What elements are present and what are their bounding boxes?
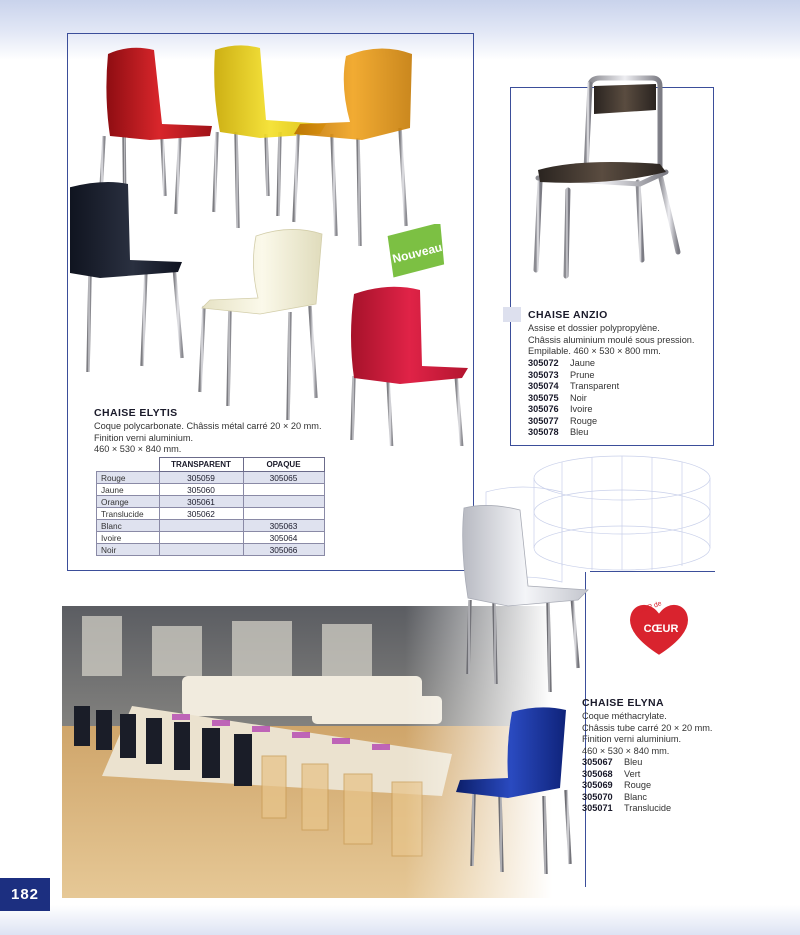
- elyna-reference-list: [582, 757, 671, 815]
- table-cell-code: 305062: [159, 508, 243, 520]
- list-item: [582, 792, 671, 804]
- description-line: 460 × 530 × 840 mm.: [94, 444, 182, 454]
- table-row: [97, 532, 325, 544]
- ref-color: Translucide: [624, 803, 672, 813]
- elyna-chairs-photo: [448, 498, 598, 878]
- elytis-reference-table: [96, 457, 325, 556]
- ref-color: Bleu: [624, 757, 643, 767]
- ref-color: Ivoire: [570, 404, 593, 414]
- table-header-opaque: OPAQUE: [243, 458, 324, 472]
- list-item: [528, 370, 619, 382]
- table-cell-color: Jaune: [97, 484, 160, 496]
- ref-code: 305067: [582, 757, 613, 767]
- table-cell-code: 305063: [243, 520, 324, 532]
- ref-color: Bleu: [570, 427, 589, 437]
- coup-de-coeur-small: COUP de: [632, 600, 663, 617]
- table-cell-color: Blanc: [97, 520, 160, 532]
- list-item: [528, 358, 619, 370]
- ref-color: Vert: [624, 768, 641, 779]
- table-cell-color: Translucide: [97, 508, 160, 520]
- ref-color: Rouge: [624, 780, 652, 790]
- table-cell-code: 305066: [243, 544, 324, 556]
- ref-code: 305074: [528, 381, 559, 391]
- ref-code: 305073: [528, 369, 559, 380]
- elytis-description: [94, 421, 322, 456]
- coup-de-coeur-badge: [624, 596, 694, 660]
- ref-code: 305078: [528, 427, 559, 437]
- list-item: [582, 769, 671, 781]
- table-cell-code: [243, 484, 324, 496]
- description-line: Finition verni aluminium.: [94, 432, 194, 443]
- table-cell-code: 305060: [159, 484, 243, 496]
- ref-color: Blanc: [624, 791, 647, 802]
- table-cell-color: Noir: [97, 544, 160, 556]
- ref-color: Rouge: [570, 415, 598, 426]
- list-item: [528, 404, 619, 416]
- table-row: [97, 484, 325, 496]
- coup-de-coeur-big: CŒUR: [643, 623, 679, 635]
- description-line: Assise et dossier polypropylène.: [528, 323, 660, 333]
- ref-color: Noir: [570, 392, 587, 403]
- elyna-title: CHAISE ELYNA: [582, 697, 665, 709]
- table-row: [97, 520, 325, 532]
- description-line: Coque polycarbonate. Châssis métal carré 20 × 20 mm.: [94, 421, 322, 431]
- description-line: Empilable. 460 × 530 × 800 mm.: [528, 346, 661, 356]
- table-row: [97, 508, 325, 520]
- list-item: [582, 780, 671, 792]
- table-cell-code: 305064: [243, 532, 324, 544]
- nouveau-badge-text: Nouveau: [390, 240, 444, 266]
- ref-code: 305077: [528, 415, 559, 426]
- description-line: Coque méthacrylate.: [582, 711, 667, 721]
- ref-code: 305075: [528, 392, 559, 403]
- ref-code: 305072: [528, 358, 559, 368]
- table-cell-color: Rouge: [97, 472, 160, 484]
- table-cell-code: 305065: [243, 472, 324, 484]
- nouveau-badge: [384, 224, 450, 278]
- anzio-chair-photo: [520, 74, 700, 284]
- description-line: Finition verni aluminium.: [582, 734, 682, 744]
- bottom-decor-band: [0, 905, 800, 935]
- page-number: 182: [0, 878, 50, 911]
- list-item: [582, 803, 671, 815]
- list-item: [528, 427, 619, 439]
- ref-color: Jaune: [570, 358, 596, 368]
- list-item: [528, 416, 619, 428]
- table-header-blank: [97, 458, 160, 472]
- table-cell-code: [159, 532, 243, 544]
- list-item: [528, 393, 619, 405]
- table-cell-color: Ivoire: [97, 532, 160, 544]
- elytis-title: CHAISE ELYTIS: [94, 407, 178, 419]
- ref-color: Transparent: [570, 381, 620, 391]
- description-line: Châssis tube carré 20 × 20 mm.: [582, 722, 713, 733]
- list-item: [582, 757, 671, 769]
- anzio-title: CHAISE ANZIO: [528, 309, 608, 321]
- table-cell-code: 305059: [159, 472, 243, 484]
- table-row: [97, 544, 325, 556]
- anzio-reference-list: [528, 358, 619, 439]
- table-row: [97, 496, 325, 508]
- list-item: [528, 381, 619, 393]
- table-cell-code: [159, 520, 243, 532]
- ref-color: Prune: [570, 369, 595, 380]
- elyna-description: [582, 711, 712, 757]
- table-cell-code: [243, 496, 324, 508]
- table-header-transparent: TRANSPARENT: [159, 458, 243, 472]
- ref-code: 305070: [582, 791, 613, 802]
- description-line: Châssis aluminium moulé sous pression.: [528, 334, 695, 345]
- anzio-color-swatch: [503, 307, 521, 322]
- table-cell-color: Orange: [97, 496, 160, 508]
- description-line: 460 × 530 × 840 mm.: [582, 745, 670, 756]
- ref-code: 305068: [582, 768, 613, 779]
- ref-code: 305076: [528, 404, 559, 414]
- ref-code: 305071: [582, 803, 613, 813]
- table-cell-code: 305061: [159, 496, 243, 508]
- table-cell-code: [159, 544, 243, 556]
- anzio-description: [528, 323, 694, 358]
- ref-code: 305069: [582, 780, 613, 790]
- table-row: [97, 472, 325, 484]
- table-cell-code: [243, 508, 324, 520]
